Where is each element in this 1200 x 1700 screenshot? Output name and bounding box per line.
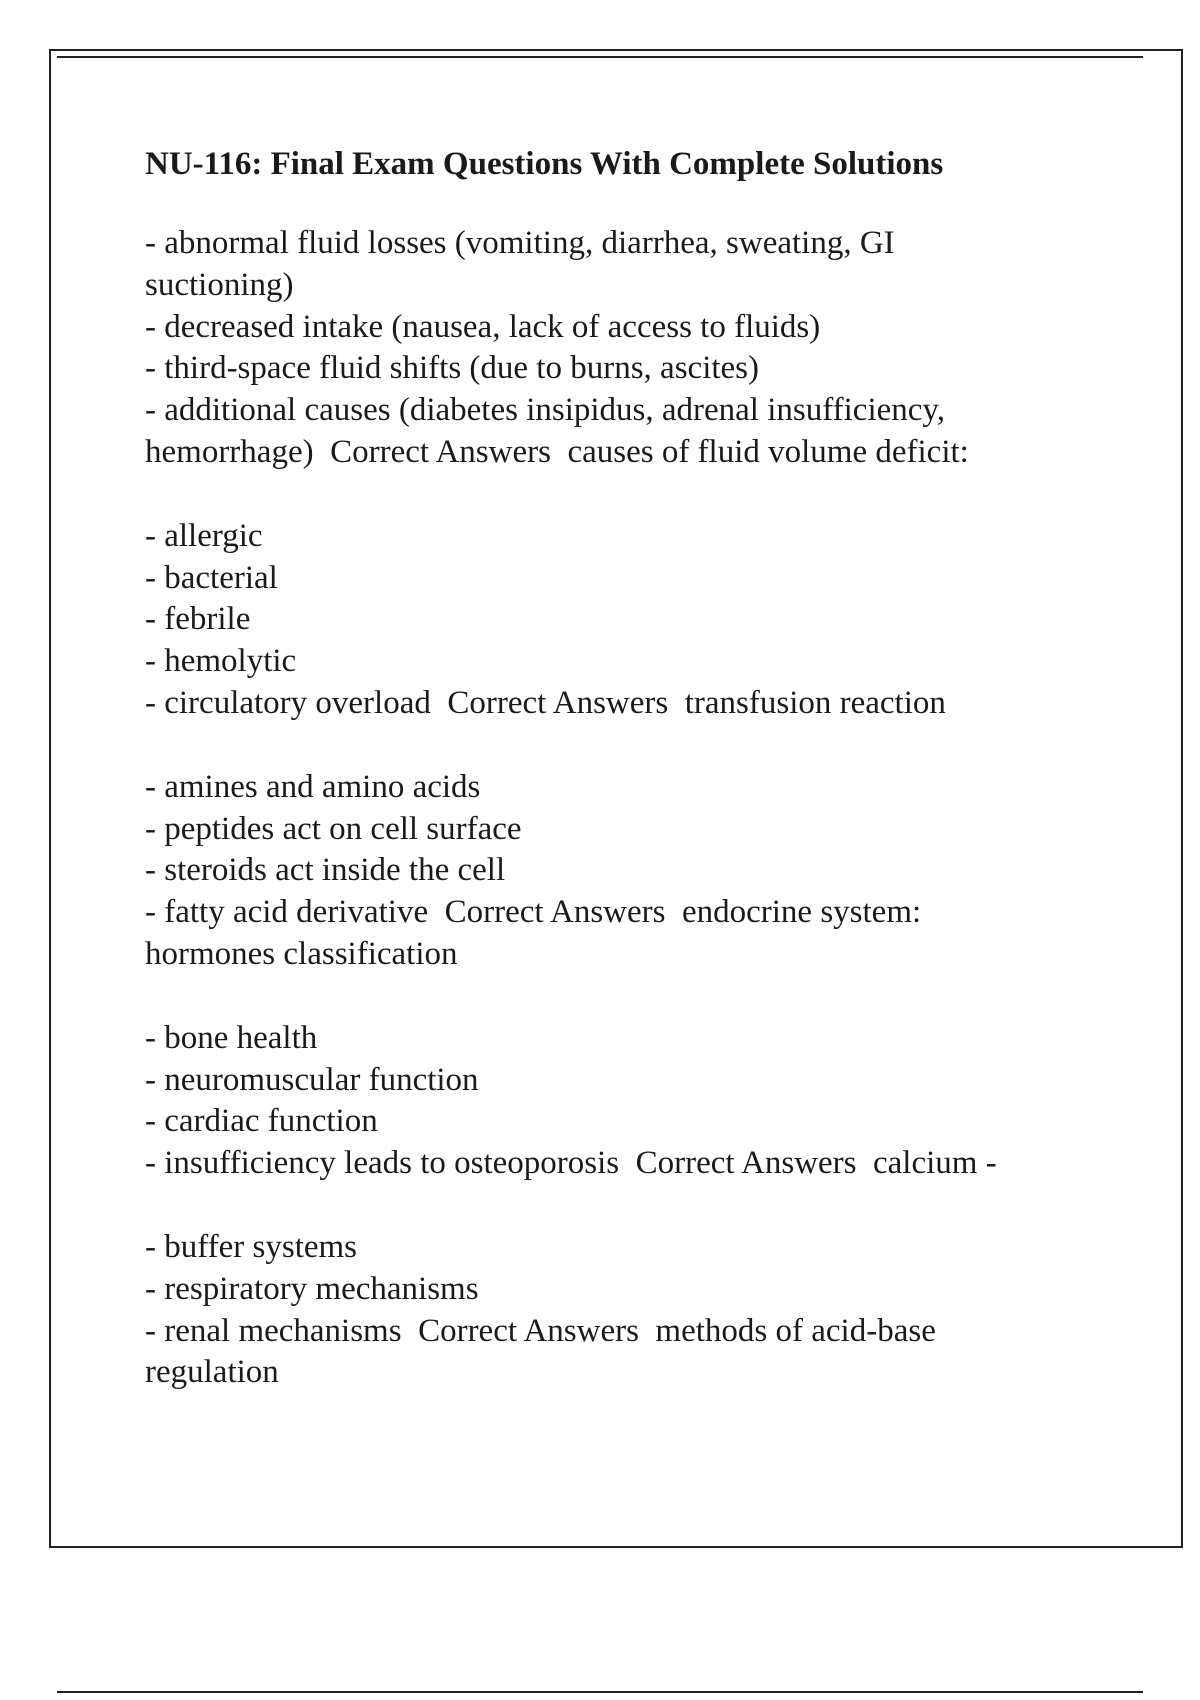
qa-block-fluid-volume-deficit xyxy=(145,223,1105,474)
qa-block-acid-base-regulation xyxy=(145,1227,1105,1394)
qa-line: - hemolytic xyxy=(145,643,297,680)
qa-line: - bacterial xyxy=(145,559,278,596)
qa-line: - neuromuscular function xyxy=(145,1061,479,1098)
qa-line: hemorrhage) Correct Answers causes of fluid volume deficit: xyxy=(145,433,969,470)
qa-line: - renal mechanisms Correct Answers methods of acid-base xyxy=(145,1312,936,1349)
qa-line: - allergic xyxy=(145,517,263,554)
qa-line: - buffer systems xyxy=(145,1228,358,1265)
qa-line: - amines and amino acids xyxy=(145,768,481,805)
qa-line: - third-space fluid shifts (due to burns, ascites) xyxy=(145,350,760,387)
qa-line: - decreased intake (nausea, lack of access to fluids) xyxy=(145,308,821,345)
document-body xyxy=(145,143,1105,1436)
qa-block-transfusion-reaction xyxy=(145,516,1105,725)
qa-line: - cardiac function xyxy=(145,1103,378,1140)
qa-line: hormones classification xyxy=(145,935,458,972)
qa-line: - peptides act on cell surface xyxy=(145,810,522,847)
qa-line: - abnormal fluid losses (vomiting, diarrhea, sweating, GI xyxy=(145,225,895,261)
document-title: NU-116: Final Exam Questions With Complete Solutions xyxy=(145,146,944,182)
qa-line: - febrile xyxy=(145,601,251,638)
qa-line: - respiratory mechanisms xyxy=(145,1270,479,1307)
qa-line: suctioning) xyxy=(145,266,294,303)
qa-line: - circulatory overload Correct Answers transfusion reaction xyxy=(145,684,946,721)
top-rule xyxy=(57,56,1143,58)
footer-rule xyxy=(57,1691,1143,1693)
qa-block-hormones-classification xyxy=(145,767,1105,976)
qa-line: - steroids act inside the cell xyxy=(145,852,506,889)
qa-line: regulation xyxy=(145,1354,279,1391)
qa-line: - insufficiency leads to osteoporosis Correct Answers calcium - xyxy=(145,1145,997,1182)
qa-line: - additional causes (diabetes insipidus, adrenal insufficiency, xyxy=(145,392,946,429)
qa-line: - fatty acid derivative Correct Answers endocrine system: xyxy=(145,894,922,931)
qa-line: - bone health xyxy=(145,1019,318,1056)
qa-block-calcium xyxy=(145,1018,1105,1185)
